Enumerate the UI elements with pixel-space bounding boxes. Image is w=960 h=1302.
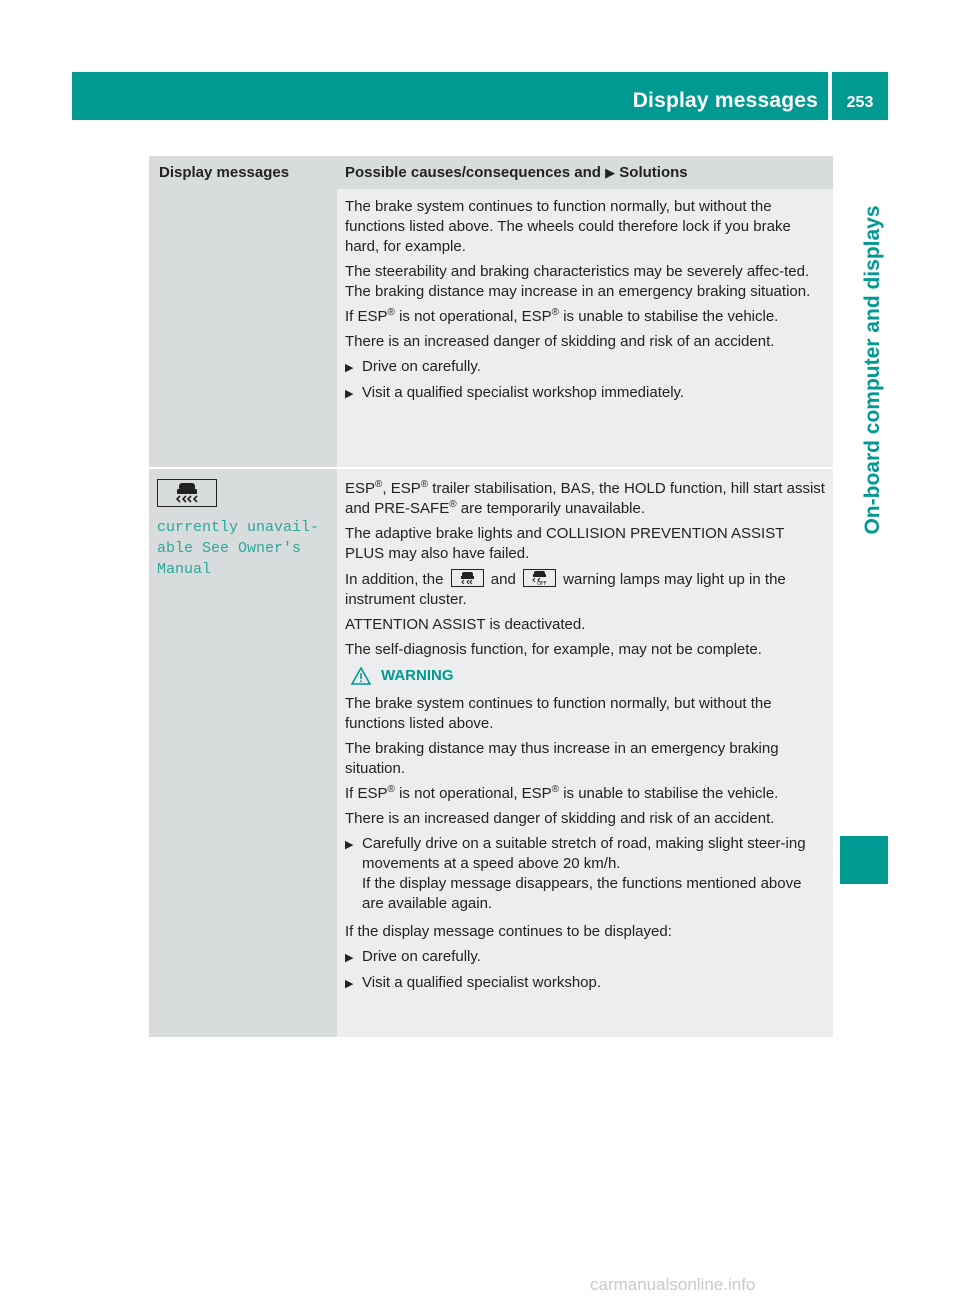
paragraph <box>345 784 826 804</box>
header-bar <box>72 72 888 120</box>
text-fragment: If ESP <box>345 308 388 325</box>
paragraph: The self-diagnosis function, for example, may not be complete. <box>345 641 762 658</box>
page-title: Display messages <box>632 89 818 112</box>
causes-cell <box>337 189 833 467</box>
play-triangle-icon: ▶ <box>605 165 616 180</box>
registered-mark: ® <box>387 784 395 795</box>
paragraph: If the display message continues to be displayed: <box>345 923 672 940</box>
esp-warning-lamp-icon <box>451 569 484 587</box>
step-text <box>362 834 826 914</box>
chapter-side-label: On-board computer and displays <box>861 205 884 535</box>
column-header-display-messages: Display messages <box>159 164 290 181</box>
step-text: Visit a qualified specialist workshop immediately. <box>362 384 685 401</box>
instruction-step <box>345 947 826 968</box>
table-row <box>149 189 833 467</box>
esp-skid-icon <box>157 479 217 507</box>
instruction-step <box>345 383 826 404</box>
step-result: If the display message disappears, the functions mentioned above are available again. <box>362 875 802 912</box>
instruction-step <box>345 357 826 378</box>
watermark: carmanualsonline.info <box>590 1275 756 1294</box>
column-header-causes-text: Possible causes/consequences and <box>345 164 601 181</box>
registered-mark: ® <box>420 479 429 490</box>
step-arrow-icon: ▶ <box>345 362 354 374</box>
text-fragment: is not operational, ESP <box>394 308 552 325</box>
esp-off-lamp-icon <box>523 569 556 587</box>
table-row <box>149 467 833 1037</box>
registered-mark: ® <box>449 499 457 510</box>
instruction-step <box>345 973 826 994</box>
paragraph <box>345 307 826 327</box>
registered-mark: ® <box>387 307 395 318</box>
table-header <box>149 156 833 189</box>
page-number: 253 <box>846 94 874 111</box>
paragraph: The steerability and braking characteristics may be severely affec-ted. The braking distance may increase in an emergency braking situation. <box>345 263 811 300</box>
column-header-causes <box>337 156 831 189</box>
text-fragment: trailer stabilisation, BAS, the HOLD function, hill start assist and PRE-SAFE <box>345 480 825 517</box>
causes-cell <box>337 469 833 1037</box>
display-message-cell <box>149 189 337 467</box>
step-line: Carefully drive on a suitable stretch of road, making slight steer-ing movements at a speed above 20 km/h. <box>362 835 806 872</box>
chapter-tab-block <box>840 836 888 884</box>
svg-text:OFF: OFF <box>536 581 547 586</box>
text-fragment: is not operational, ESP <box>394 785 552 802</box>
step-text: Drive on carefully. <box>362 358 481 375</box>
message-line: able See Owner's <box>157 540 302 557</box>
column-header-solutions-text: Solutions <box>619 164 688 181</box>
text-fragment: are temporarily unavailable. <box>456 500 646 517</box>
message-line: currently unavail‐ <box>157 519 320 536</box>
paragraph: There is an increased danger of skidding and risk of an accident. <box>345 333 775 350</box>
header-divider <box>828 72 832 120</box>
paragraph: The adaptive brake lights and COLLISION PREVENTION ASSIST PLUS may also have failed. <box>345 525 785 562</box>
paragraph: ATTENTION ASSIST is deactivated. <box>345 616 586 633</box>
paragraph: The brake system continues to function normally, but without the functions listed above. <box>345 695 772 732</box>
text-fragment: In addition, the <box>345 571 444 588</box>
message-line: Manual <box>157 561 212 578</box>
warning-triangle-icon <box>351 667 371 685</box>
step-text: Visit a qualified specialist workshop. <box>362 974 602 991</box>
text-fragment: warning lamps may light up in the instrument cluster. <box>345 571 786 608</box>
warning-label: WARNING <box>381 667 454 684</box>
paragraph <box>345 479 826 519</box>
display-message-cell <box>149 469 337 1037</box>
step-arrow-icon: ▶ <box>345 388 354 400</box>
step-arrow-icon: ▶ <box>345 952 354 964</box>
paragraph: There is an increased danger of skidding and risk of an accident. <box>345 810 775 827</box>
instruction-step <box>345 834 826 914</box>
text-fragment: and <box>490 571 516 588</box>
paragraph <box>345 569 826 610</box>
step-arrow-icon: ▶ <box>345 839 354 851</box>
registered-mark: ® <box>551 784 560 795</box>
text-fragment: is unable to stabilise the vehicle. <box>559 785 779 802</box>
registered-mark: ® <box>551 307 560 318</box>
messages-table <box>149 156 833 1037</box>
paragraph: The braking distance may thus increase in an emergency braking situation. <box>345 740 779 777</box>
paragraph: The brake system continues to function normally, but without the functions listed above. The wheels could therefore lock if you brake hard, for example. <box>345 198 791 255</box>
step-arrow-icon: ▶ <box>345 978 354 990</box>
text-fragment: ESP <box>345 480 376 497</box>
step-text: Drive on carefully. <box>362 948 481 965</box>
registered-mark: ® <box>375 479 383 490</box>
warning-heading <box>345 666 826 686</box>
text-fragment: If ESP <box>345 785 388 802</box>
text-fragment: , ESP <box>382 480 421 497</box>
display-message-text <box>157 517 337 580</box>
text-fragment: is unable to stabilise the vehicle. <box>559 308 779 325</box>
